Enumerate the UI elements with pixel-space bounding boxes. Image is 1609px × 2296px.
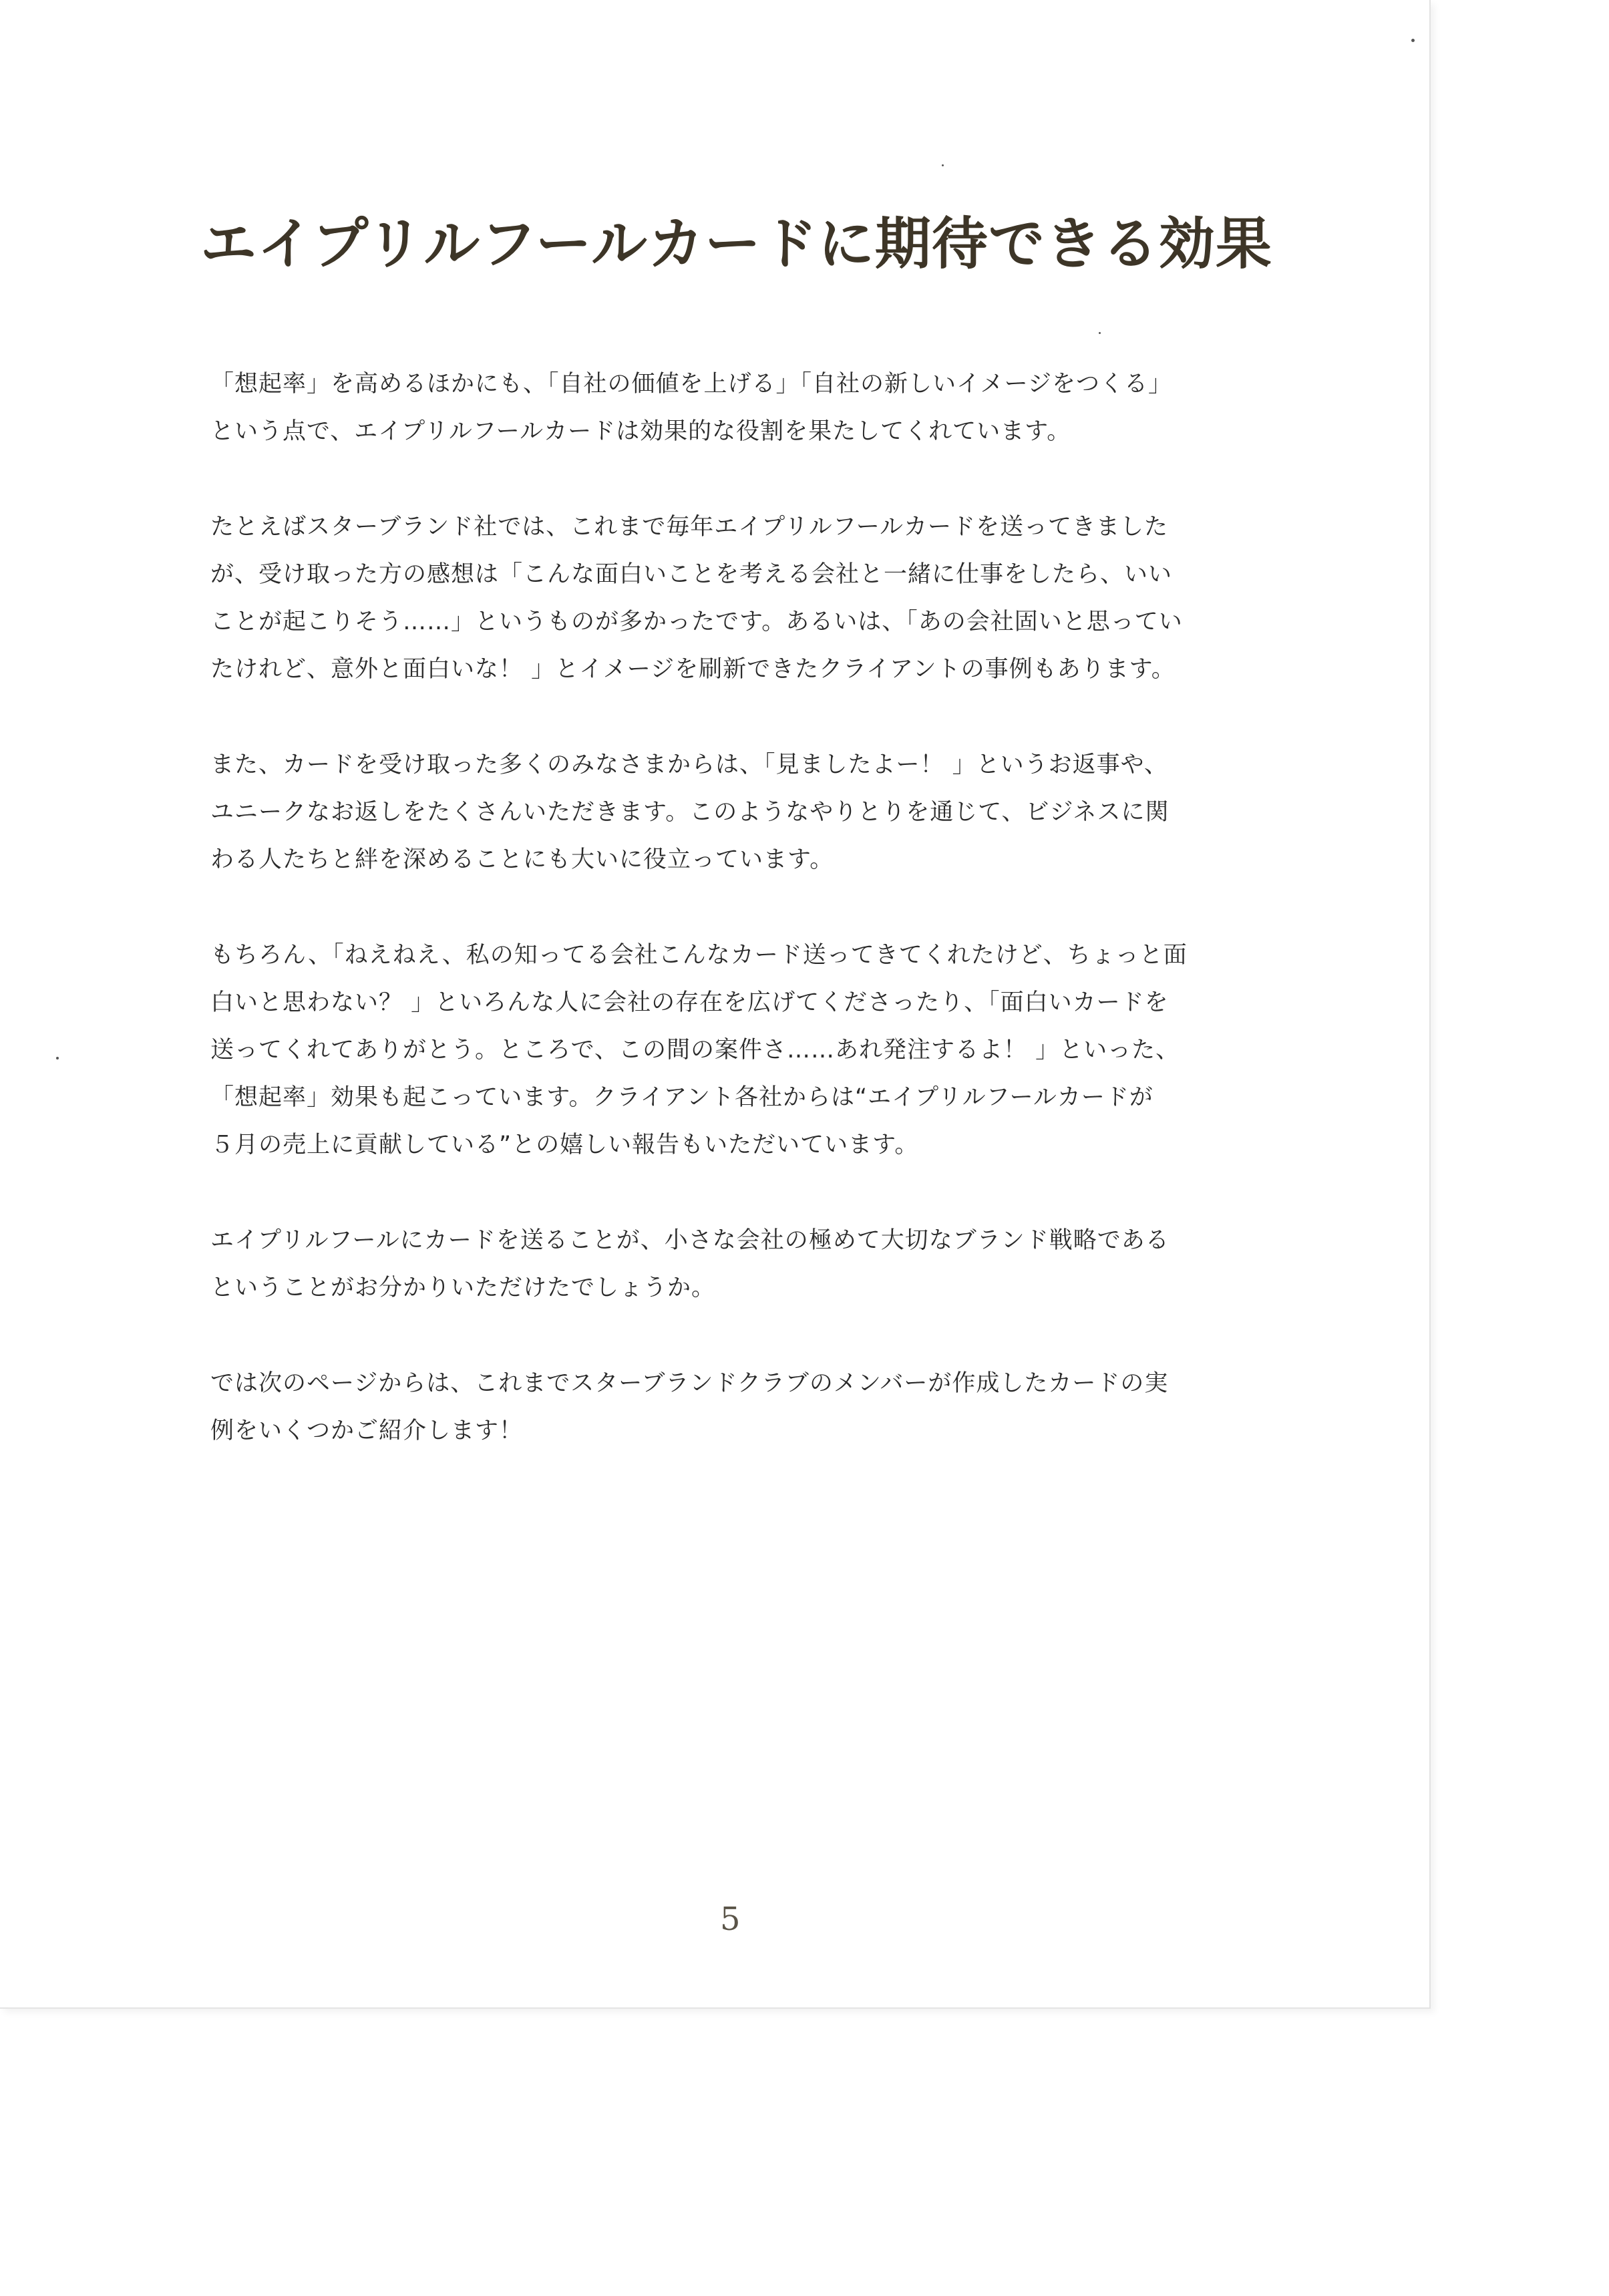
- paragraph: [210, 932, 1266, 1169]
- paper-speck: [1099, 332, 1101, 334]
- text-line: 「想起率」を高めるほかにも、「自社の価値を上げる」「自社の新しいイメージをつくる」: [210, 371, 1172, 397]
- paper-speck: [942, 164, 944, 166]
- text-line: エイプリルフールにカードを送ることが、小さな会社の極めて大切なブランド戦略である: [210, 1227, 1170, 1254]
- paragraph: [210, 1360, 1266, 1455]
- text-line: ということがお分かりいただけたでしょうか。: [210, 1275, 716, 1301]
- paragraph: [210, 1217, 1266, 1312]
- paper-speck: [1411, 39, 1415, 42]
- text-line: 「想起率」効果も起こっています。クライアント各社からは“エイプリルフールカードが: [210, 1084, 1153, 1111]
- paragraph: [210, 361, 1266, 456]
- text-line: また、カードを受け取った多くのみなさまからは、「見ましたよー！ 」というお返事や、: [210, 752, 1168, 778]
- text-line: 例をいくつかご紹介します！: [210, 1418, 524, 1444]
- text-line: ことが起こりそう……」というものが多かったです。あるいは、「あの会社固いと思ってい: [210, 609, 1183, 635]
- text-line: が、受け取った方の感想は「こんな面白いことを考える会社と一緒に仕事をしたら、いい: [210, 561, 1173, 588]
- text-line: 送ってくれてありがとう。ところで、この間の案件さ……あれ発注するよ！ 」といった、: [210, 1037, 1180, 1063]
- text-line: という点で、エイプリルフールカードは効果的な役割を果たしてくれています。: [210, 418, 1071, 445]
- paragraph: [210, 504, 1266, 693]
- page-title: エイプリルフールカードに期待できる効果: [200, 210, 1272, 277]
- text-line: もちろん、「ねえねえ、私の知ってる会社こんなカード送ってきてくれたけど、ちょっと面: [210, 942, 1188, 969]
- paragraph: [210, 742, 1266, 884]
- paper-speck: [56, 1057, 59, 1059]
- text-line: わる人たちと絆を深めることにも大いに役立っています。: [210, 846, 834, 873]
- text-line: たとえばスターブランド社では、これまで毎年エイプリルフールカードを送ってきました: [210, 514, 1169, 540]
- text-line: ユニークなお返しをたくさんいただきます。このようなやりとりを通じて、ビジネスに関: [210, 799, 1170, 826]
- text-line: たけれど、意外と面白いな！ 」とイメージを刷新できたクライアントの事例もあります。: [210, 656, 1176, 683]
- text-line: ５月の売上に貢献している”との嬉しい報告もいただいています。: [210, 1132, 919, 1158]
- text-line: 白いと思わない？ 」といろんな人に会社の存在を広げてくださったり、「面白いカードを: [210, 989, 1169, 1016]
- page-number: 5: [720, 1901, 741, 1938]
- text-line: では次のページからは、これまでスターブランドクラブのメンバーが作成したカードの実: [210, 1370, 1169, 1397]
- body-text: [210, 361, 1266, 1503]
